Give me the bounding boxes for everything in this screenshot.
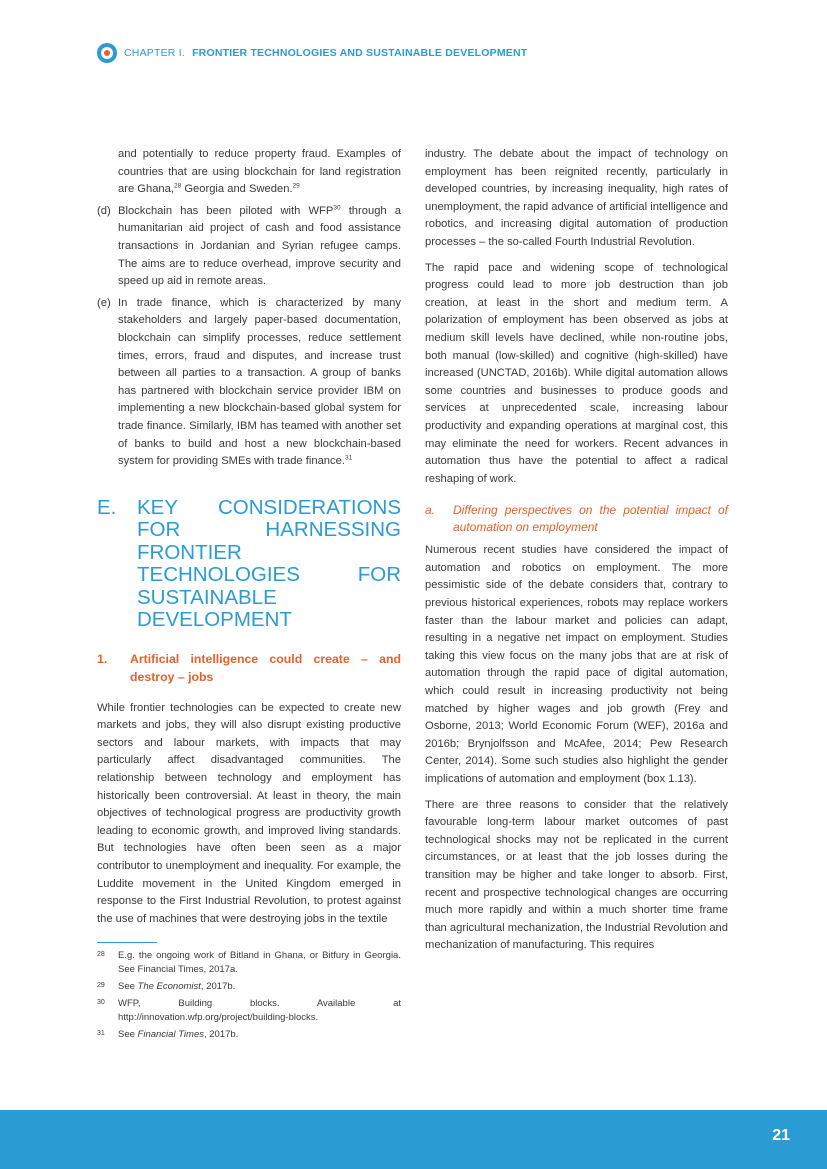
page-header — [97, 42, 527, 64]
footnote-divider — [97, 942, 157, 943]
right-column — [425, 146, 728, 963]
page-number: 21 — [772, 1127, 790, 1144]
subsection-heading — [97, 650, 401, 686]
footnote — [97, 980, 401, 994]
footnote-text: WFP, Building blocks. Available at http://innovation.wfp.org/project/building-blocks. — [118, 998, 401, 1023]
body-paragraph: There are three reasons to consider that the relatively favourable long-term labour market outcomes of past technological shocks may not be replicated in the current circumstances, or at least that the job losses during the transition may be higher and take longer to absorb. First, recent and prospective technological changes are occurring much more rapidly and within a much shorter time frame than agricultural mechanization, the Industrial Revolution and mechanization of manufacturing. This requires — [425, 798, 728, 952]
list-text: In trade finance, which is characterized by many stakeholders and largely paper-based documentation, blockchain can simplify processes, reduce settlement times, errors, fraud and disputes, and increase trust between all parties to a transaction. A group of banks has partnered with blockchain service provider IBM on implementing a new blockchain-based global system for trade finance. Similarly, IBM has teamed with another set of banks to build and host a new blockchain-based system for providing SMEs with trade finance.$^{31}$ — [118, 296, 401, 468]
footnote — [97, 997, 401, 1025]
footnote-number: 28 — [97, 951, 105, 958]
section-title: KEY CONSIDERATIONS FOR HARNESSING FRONTIER TECHNOLOGIES FOR SUSTAINABLE DEVELOPMENT — [137, 495, 401, 632]
list-item-d — [97, 203, 401, 291]
subsection-number: 1. — [97, 651, 108, 666]
header-title: FRONTIER TECHNOLOGIES AND SUSTAINABLE DEVELOPMENT — [192, 47, 528, 59]
footnote-ref-31: 31 — [344, 454, 353, 462]
page-footer — [0, 1110, 827, 1169]
footnote-number: 29 — [97, 982, 105, 989]
footnotes — [97, 942, 401, 1045]
subsection-title: Artificial intelligence could create – and destroy – jobs — [130, 651, 401, 684]
footnote-number: 30 — [97, 999, 105, 1006]
list-item-c-continuation: and potentially to reduce property fraud. Examples of countries that are using blockchain for land registration are Ghana,$^{28}$ Georgia and Sweden.$^{29}$ — [118, 148, 401, 196]
section-heading — [97, 497, 401, 632]
list-text: Blockchain has been piloted with WFP$^{30}$ through a humanitarian aid project of cash and food assistance transactions in Jordanian and Syrian refugee camps. The aims are to reduce overhead, improve security and speed up aid in remote areas. — [118, 204, 401, 288]
footnote — [97, 1028, 401, 1042]
body-paragraph: While frontier technologies can be expected to create new markets and jobs, they will also disrupt existing productive sectors and labour markets, with impacts that may particularly affect disadvantaged communities. The relationship between technology and employment has historically been controversial. At least in theory, the main objectives of technological progress are productivity growth leading to economic growth, and improved living standards. But technologies have often been seen as a major contributor to unemployment and inequality. For example, the Luddite movement in the United Kingdom emerged in response to the First Industrial Revolution, to protest against the use of machines that were destroying jobs in the textile — [97, 701, 401, 925]
list-label: (d) — [97, 204, 111, 217]
section-letter: E. — [97, 495, 117, 519]
subsubsection-label: a. — [425, 503, 436, 518]
subsubsection-heading — [425, 502, 728, 535]
subsubsection-title: Differing perspectives on the potential impact of automation on employment — [453, 503, 728, 534]
footnote-text: See Financial Times, 2017b. — [118, 1029, 239, 1040]
list-label: (e) — [97, 296, 111, 309]
footnote-number: 31 — [97, 1030, 105, 1037]
list-item-e — [97, 295, 401, 471]
header-chapter: CHAPTER I. — [124, 47, 185, 59]
left-column — [97, 146, 401, 936]
footnote-text: See The Economist, 2017b. — [118, 981, 236, 992]
target-icon — [97, 43, 117, 63]
footnote-text: E.g. the ongoing work of Bitland in Ghana, or Bitfury in Georgia. See Financial Times, 2017a. — [118, 950, 401, 975]
footnote-ref-29: 29 — [292, 182, 300, 190]
footnote — [97, 949, 401, 977]
footnote-ref-28: 28 — [173, 182, 182, 190]
body-paragraph: Numerous recent studies have considered the impact of automation and robotics on employment. The more pessimistic side of the debate considers that, contrary to previous historical experiences, robots may replace workers faster than the labour market and policies can adapt, resulting in a negative net impact on employment. Studies taking this view focus on the many jobs that are at risk of automation through the rapid pace of digital automation, which could result in increasing productivity not being matched by higher wages and job growth (Frey and Osborne, 2013; World Economic Forum (WEF), 2016a and 2016b; Brynjolfsson and McAfee, 2014; Pew Research Center, 2014). Some such studies also highlight the gender implications of automation and employment (box 1.13). — [425, 544, 728, 785]
body-paragraph: The rapid pace and widening scope of technological progress could lead to more job destruction than job creation, at least in the short and medium term. A polarization of employment has been observed as jobs at medium skill levels have declined, while non-routine jobs, both manual (low-skilled) and cognitive (high-skilled) have increased (UNCTAD, 2016b). While digital automation allows some countries and businesses to produce goods and services at unprecedented scale, increasing labour productivity and expanding operations at marginal cost, this may eliminate the need for workers. Recent advances in automation thus have the potential to affect a radical reshaping of work. — [425, 261, 728, 485]
running-header — [124, 47, 527, 59]
footnote-ref-30: 30 — [333, 204, 341, 212]
body-paragraph: industry. The debate about the impact of technology on employment has been reignited recently, particularly in developed countries, by increasing inequality, high rates of unemployment, the rapid advance of artificial intelligence and robotics, and increasing digital automation of production processes – the so-called Fourth Industrial Revolution. — [425, 148, 728, 248]
